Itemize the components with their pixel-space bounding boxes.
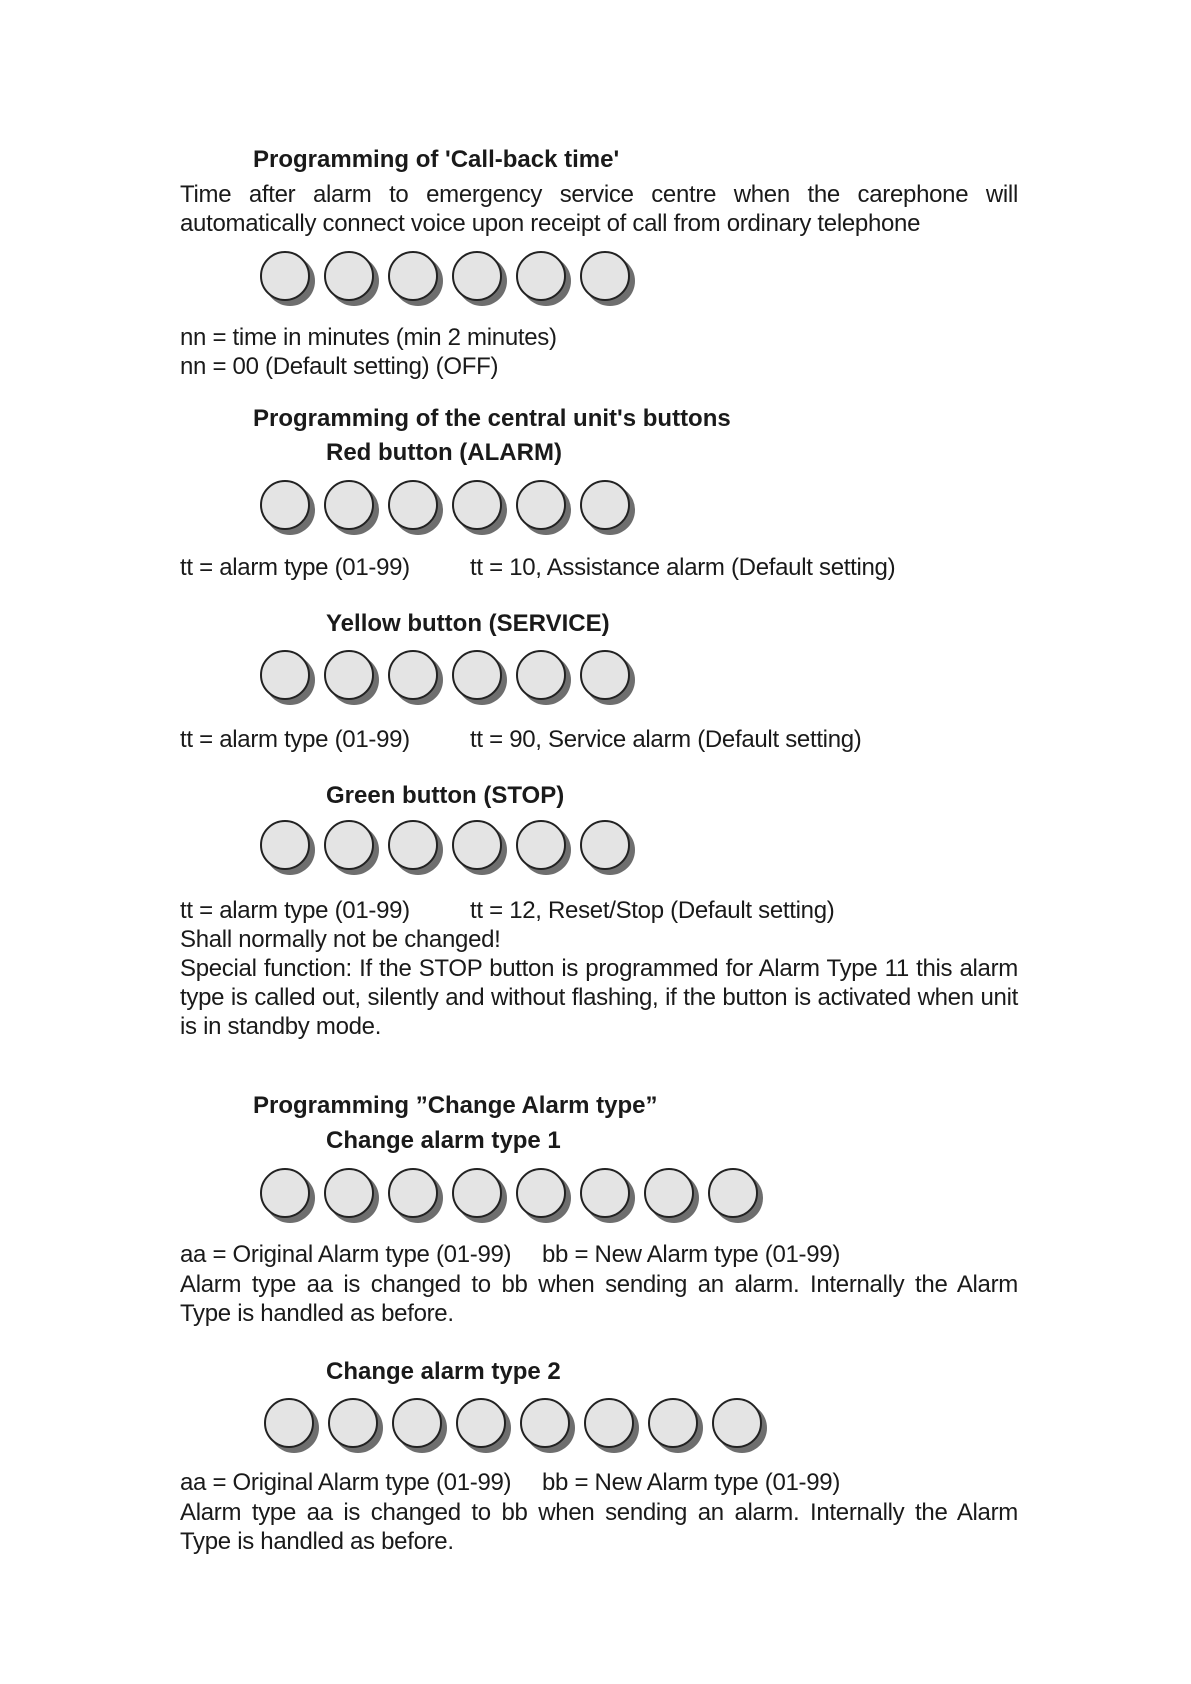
yellow-button-info — [180, 726, 862, 754]
key-circle — [712, 1398, 762, 1448]
change-type-2-key-sequence — [264, 1398, 762, 1448]
change-type-1-title: Change alarm type 1 — [326, 1127, 561, 1154]
key-circle — [328, 1398, 378, 1448]
key-circle — [260, 820, 310, 870]
green-note: Shall normally not be changed! — [180, 926, 501, 953]
callback-description: Time after alarm to emergency service centre when the carephone will automatically connect voice upon receipt of call from ordinary telephone — [180, 181, 1018, 237]
key-circle — [260, 1168, 310, 1218]
key-circle — [260, 480, 310, 530]
green-button-title: Green button (STOP) — [326, 782, 565, 809]
callback-key-sequence — [260, 251, 630, 301]
key-circle — [580, 820, 630, 870]
yellow-button-title: Yellow button (SERVICE) — [326, 610, 610, 637]
green-button-info — [180, 897, 835, 925]
red-default-setting: tt = 10, Assistance alarm (Default setting) — [470, 554, 896, 581]
change-type-2-info — [180, 1469, 841, 1497]
key-circle — [580, 650, 630, 700]
key-circle — [648, 1398, 698, 1448]
key-circle — [580, 480, 630, 530]
key-circle — [580, 1168, 630, 1218]
key-circle — [516, 480, 566, 530]
key-circle — [324, 650, 374, 700]
key-circle — [388, 650, 438, 700]
change-type-2-title: Change alarm type 2 — [326, 1358, 561, 1385]
callback-line-2: nn = 00 (Default setting) (OFF) — [180, 353, 499, 380]
change-heading: Programming ”Change Alarm type” — [253, 1092, 658, 1119]
key-circle — [260, 650, 310, 700]
red-alarm-type-range: tt = alarm type (01-99) — [180, 554, 410, 581]
key-circle — [452, 1168, 502, 1218]
change-type-2-original: aa = Original Alarm type (01-99) — [180, 1469, 512, 1496]
green-default-setting: tt = 12, Reset/Stop (Default setting) — [470, 897, 835, 924]
key-circle — [324, 480, 374, 530]
key-circle — [708, 1168, 758, 1218]
change-type-2-description: Alarm type aa is changed to bb when sending an alarm. Internally the Alarm Type is handled as before. — [180, 1499, 1018, 1555]
callback-heading: Programming of 'Call-back time' — [253, 146, 620, 173]
key-circle — [644, 1168, 694, 1218]
key-circle — [580, 251, 630, 301]
key-circle — [324, 820, 374, 870]
key-circle — [392, 1398, 442, 1448]
change-type-2-new: bb = New Alarm type (01-99) — [542, 1469, 841, 1496]
key-circle — [516, 650, 566, 700]
change-type-1-new: bb = New Alarm type (01-99) — [542, 1241, 841, 1268]
stop-special-function: Special function: If the STOP button is programmed for Alarm Type 11 this alarm type is called out, silently and without flashing, if the button is activated when unit is in standby mode. — [180, 955, 1018, 1040]
key-circle — [516, 1168, 566, 1218]
key-circle — [260, 251, 310, 301]
key-circle — [516, 820, 566, 870]
change-type-1-description: Alarm type aa is changed to bb when sending an alarm. Internally the Alarm Type is handled as before. — [180, 1271, 1018, 1327]
change-type-1-info — [180, 1241, 841, 1269]
key-circle — [388, 480, 438, 530]
key-circle — [388, 1168, 438, 1218]
key-circle — [324, 251, 374, 301]
red-button-info — [180, 554, 896, 582]
key-circle — [388, 820, 438, 870]
key-circle — [584, 1398, 634, 1448]
key-circle — [516, 251, 566, 301]
key-circle — [324, 1168, 374, 1218]
key-circle — [452, 650, 502, 700]
red-button-title: Red button (ALARM) — [326, 439, 562, 466]
key-circle — [452, 820, 502, 870]
green-alarm-type-range: tt = alarm type (01-99) — [180, 897, 410, 924]
yellow-alarm-type-range: tt = alarm type (01-99) — [180, 726, 410, 753]
yellow-default-setting: tt = 90, Service alarm (Default setting) — [470, 726, 862, 753]
key-circle — [452, 251, 502, 301]
red-key-sequence — [260, 480, 630, 530]
key-circle — [456, 1398, 506, 1448]
green-key-sequence — [260, 820, 630, 870]
key-circle — [452, 480, 502, 530]
callback-line-1: nn = time in minutes (min 2 minutes) — [180, 324, 557, 351]
key-circle — [520, 1398, 570, 1448]
key-circle — [264, 1398, 314, 1448]
change-type-1-key-sequence — [260, 1168, 758, 1218]
yellow-key-sequence — [260, 650, 630, 700]
buttons-heading: Programming of the central unit's buttons — [253, 405, 731, 432]
change-type-1-original: aa = Original Alarm type (01-99) — [180, 1241, 512, 1268]
key-circle — [388, 251, 438, 301]
